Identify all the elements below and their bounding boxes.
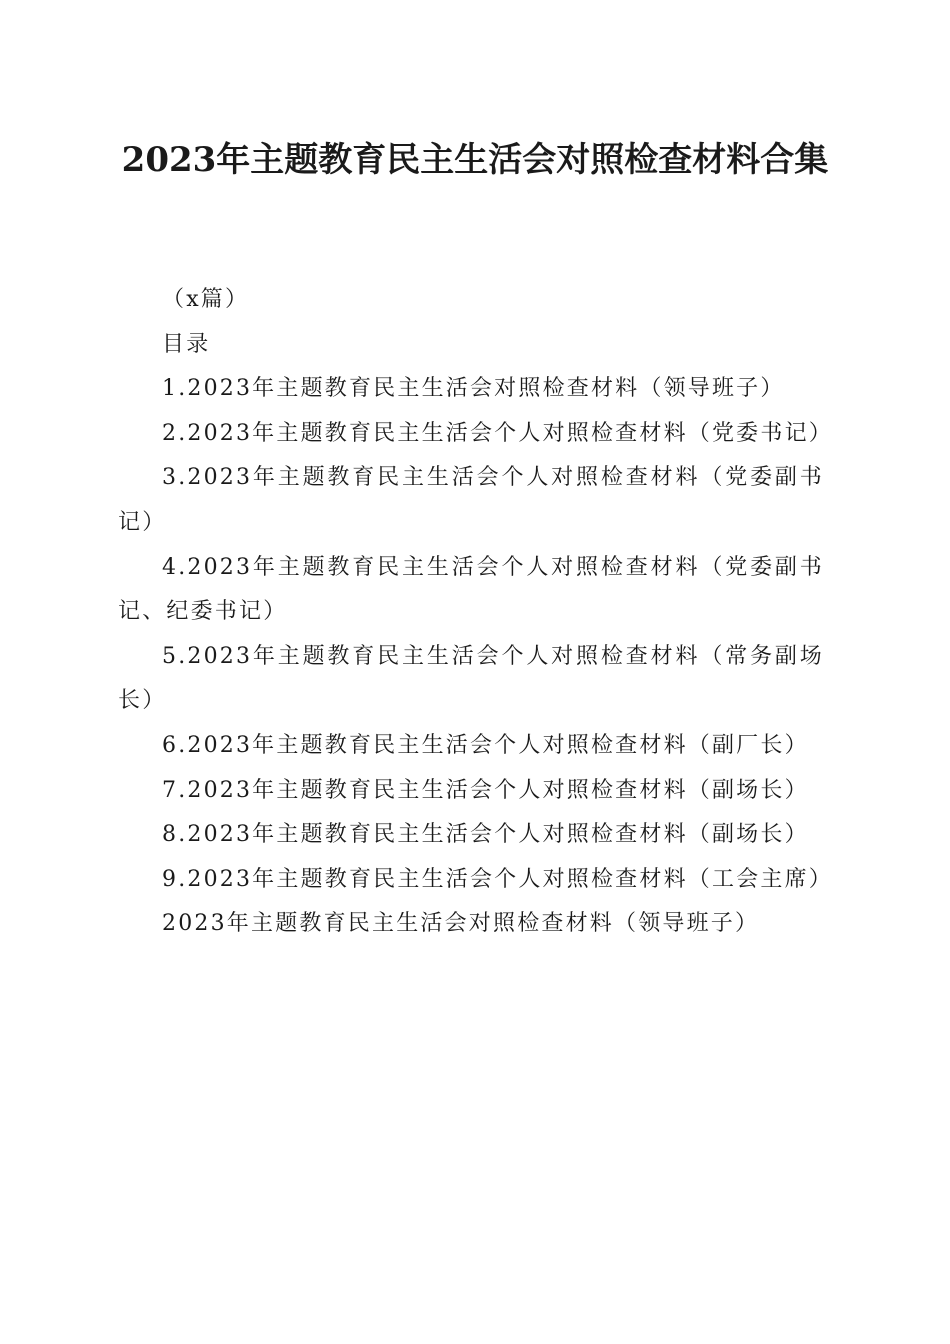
toc-item: 1.2023年主题教育民主生活会对照检查材料（领导班子）: [162, 376, 785, 402]
count-note: （x篇）: [162, 287, 250, 312]
section-heading: 2023年主题教育民主生活会对照检查材料（领导班子）: [162, 911, 760, 937]
toc-item: 6.2023年主题教育民主生活会个人对照检查材料（副厂长）: [162, 732, 809, 758]
toc-item: 8.2023年主题教育民主生活会个人对照检查材料（副场长）: [162, 822, 809, 848]
toc-item: 9.2023年主题教育民主生活会个人对照检查材料（工会主席）: [162, 866, 833, 892]
toc-item: 5.2023年主题教育民主生活会个人对照检查材料（常务副场长）: [118, 643, 824, 714]
toc-item: 3.2023年主题教育民主生活会个人对照检查材料（党委副书记）: [118, 465, 824, 535]
toc-heading: 目录: [162, 331, 211, 357]
toc-item: 7.2023年主题教育民主生活会个人对照检查材料（副场长）: [162, 777, 809, 803]
toc-item: 2.2023年主题教育民主生活会个人对照检查材料（党委书记）: [162, 420, 833, 446]
document-body: [118, 278, 833, 947]
toc-item: 4.2023年主题教育民主生活会个人对照检查材料（党委副书记、纪委书记）: [118, 554, 824, 625]
document-title: 2023年主题教育民主生活会对照检查材料合集: [121, 140, 829, 180]
